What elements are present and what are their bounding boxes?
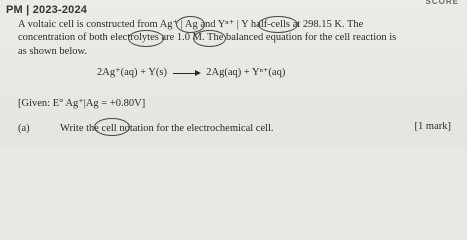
- question-line-3: as shown below.: [18, 46, 88, 57]
- page-header-title: PM | 2023-2024: [6, 4, 88, 16]
- annotation-circle-y: [258, 16, 298, 33]
- part-a-question: Write the cell notation for the electrochemical cell.: [60, 123, 274, 134]
- equation-products: 2Ag(aq) + Yⁿ⁺(aq): [206, 67, 286, 78]
- cell-reaction-equation: [97, 66, 285, 78]
- score-label: SCORE: [425, 0, 459, 6]
- reaction-arrow-icon: [173, 69, 201, 77]
- annotation-circle-concentration: [193, 30, 226, 47]
- marks-label: [1 mark]: [414, 121, 451, 132]
- part-a-label: (a): [18, 123, 30, 134]
- equation-reactants: 2Ag⁺(aq) + Y(s): [97, 67, 167, 78]
- given-value: [Given: E° Ag⁺|Ag = +0.80V]: [18, 98, 146, 109]
- question-line-2: concentration of both electrolytes are 1.0 M. The balanced equation for the cell reaction is: [18, 32, 397, 43]
- question-line-1: A voltaic cell is constructed from Ag⁺ | Ag and Yⁿ⁺ | Y half-cells at 298.15 K. The: [18, 19, 364, 30]
- annotation-circle-both: [128, 30, 164, 47]
